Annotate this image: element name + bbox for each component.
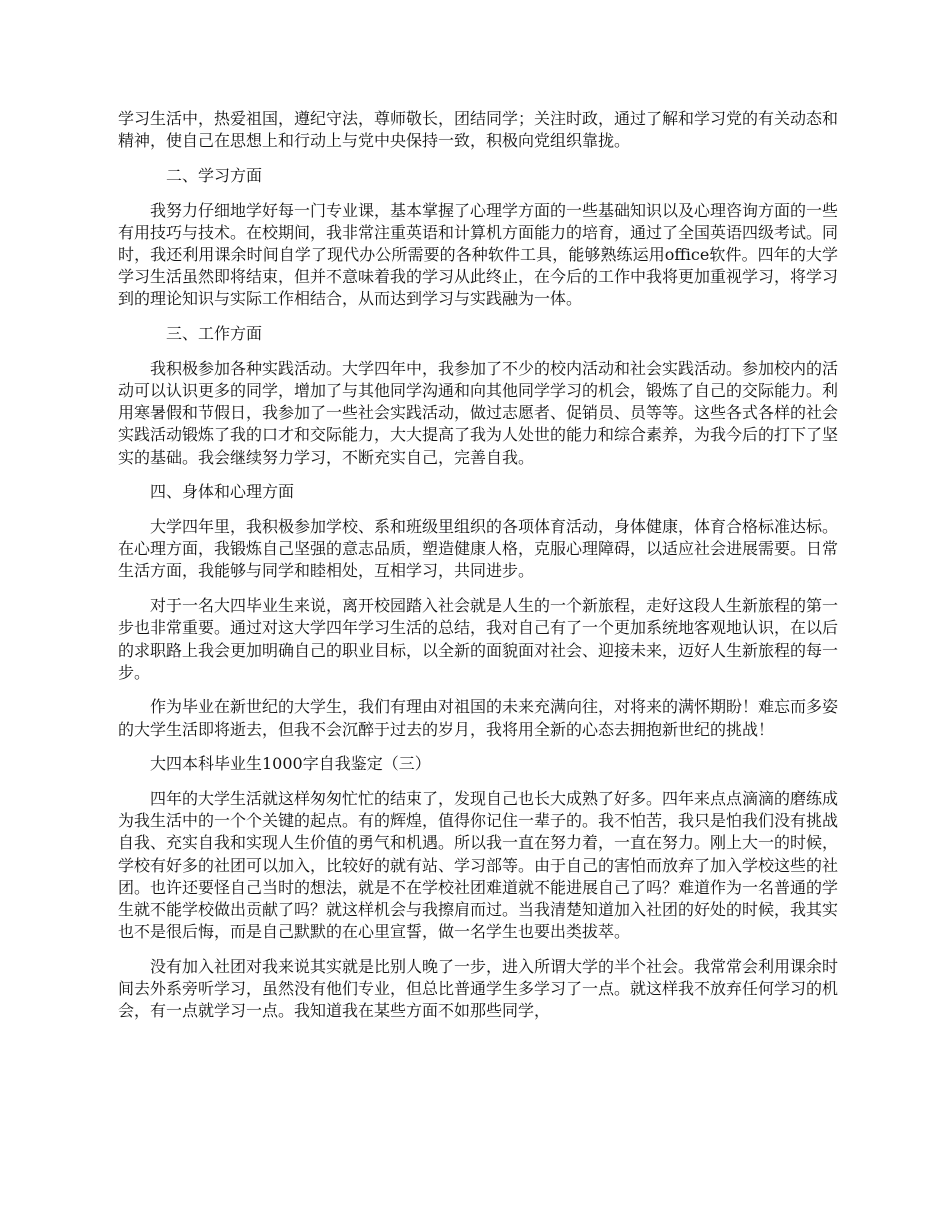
paragraph-four-years: 四年的大学生活就这样匆匆忙忙的结束了，发现自己也长大成熟了好多。四年来点点滴滴的磨练成为我生活中的一个个关键的起点。有的辉煌，值得你记住一辈子的。我不怕苦，我只是怕我们没有挑战自我、充实自我和实现人生价值的勇气和机遇。所以我一直在努力着，一直在努力。刚上大一的时候，学校有好多的社团可以加入，比较好的就有站、学习部等。由于自己的害怕而放弃了加入学校这些的社团。也许还要怪自己当时的想法，就是不在学校社团难道就不能进展自己了吗？难道作为一名普通的学生就不能学校做出贡献了吗？就这样机会与我擦肩而过。当我清楚知道加入社团的好处的时候，我其实也不是很后悔，而是自己默默的在心里宣誓，做一名学生也要出类拔萃。 — [118, 789, 839, 942]
paragraph-work: 我积极参加各种实践活动。大学四年中，我参加了不少的校内活动和社会实践活动。参加校内的活动可以认识更多的同学，增加了与其他同学沟通和向其他同学学习的机会，锻炼了自己的交际能力。利用寒暑假和节假日，我参加了一些社会实践活动，做过志愿者、促销员、员等等。这些各式各样的社会实践活动锻炼了我的口才和交际能力，大大提高了我为人处世的能力和综合素养，为我今后的打下了坚实的基础。我会继续努力学习，不断充实自己，完善自我。 — [118, 358, 839, 467]
heading-study: 二、学习方面 — [166, 165, 263, 185]
heading-work: 三、工作方面 — [166, 324, 263, 344]
paragraph-study: 我努力仔细地学好每一门专业课，基本掌握了心理学方面的一些基础知识以及心理咨询方面的一些有用技巧与技术。在校期间，我非常注重英语和计算机方面能力的培育，通过了全国英语四级考试。同时，我还利用课余时间自学了现代办公所需要的各种软件工具，能够熟练运用office软件。四年的大学学习生活虽然即将结束，但并不意味着我的学习从此终止，在今后的工作中我将更加重视学习，将学习到的理论知识与实际工作相结合，从而达到学习与实践融为一体。 — [118, 200, 839, 309]
paragraph-no-club: 没有加入社团对我来说其实就是比别人晚了一步，进入所谓大学的半个社会。我常常会利用课余时间去外系旁听学习，虽然没有他们专业，但总比普通学生多学习了一点。就这样我不放弃任何学习的机会，有一点就学习一点。我知道我在某些方面不如那些同学， — [118, 957, 839, 1021]
paragraph-new-century: 作为毕业在新世纪的大学生，我们有理由对祖国的未来充满向往，对将来的满怀期盼！难忘而多姿的大学生活即将逝去，但我不会沉醉于过去的岁月，我将用全新的心态去拥抱新世纪的挑战！ — [118, 697, 839, 739]
heading-health: 四、身体和心理方面 — [150, 482, 295, 502]
paragraph-health: 大学四年里，我积极参加学校、系和班级里组织的各项体育活动，身体健康，体育合格标准达标。在心理方面，我锻炼自己坚强的意志品质，塑造健康人格，克服心理障碍，以适应社会进展需要。日常生活方面，我能够与同学和睦相处，互相学习，共同进步。 — [118, 517, 839, 581]
document-page — [118, 108, 838, 1035]
paragraph-graduate: 对于一名大四毕业生来说，离开校园踏入社会就是人生的一个新旅程，走好这段人生新旅程的第一步也非常重要。通过对这大学四年学习生活的总结，我对自己有了一个更加系统地客观地认识，在以后的求职路上我会更加明确自己的职业目标，以全新的面貌面对社会、迎接未来，迈好人生新旅程的每一步。 — [118, 596, 839, 682]
paragraph-political: 学习生活中，热爱祖国，遵纪守法，尊师敬长，团结同学；关注时政，通过了解和学习党的有关动态和精神，使自己在思想上和行动上与党中央保持一致，积极向党组织靠拢。 — [118, 109, 839, 151]
heading-section-three: 大四本科毕业生1000字自我鉴定（三） — [150, 754, 431, 774]
